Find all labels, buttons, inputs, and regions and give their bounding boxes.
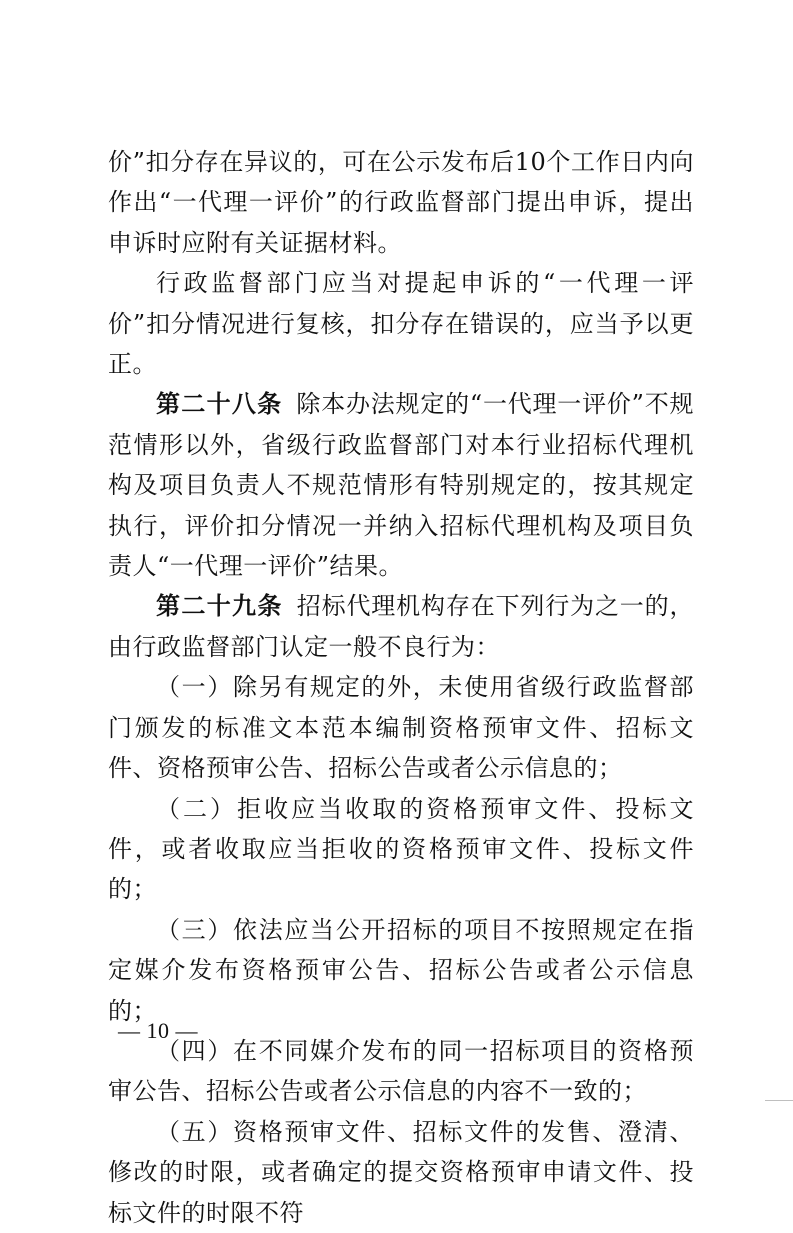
- article-text: 除本办法规定的“一代理一评价”不规范情形以外，省级行政监督部门对本行业招标代理机构及项目负责人不规范情形有特别规定的，按其规定执行，评价扣分情况一并纳入招标代理机构及项目负责人“一代理一评价”结果。: [108, 390, 694, 581]
- paragraph-appeal-continued: [108, 142, 694, 263]
- list-item-text: （一）除另有规定的外，未使用省级行政监督部门颁发的标准文本范本编制资格预审文件、招标文件、资格预审公告、招标公告或者公示信息的；: [108, 673, 694, 783]
- list-item-2: [108, 789, 694, 910]
- article-text: 招标代理机构存在下列行为之一的，由行政监督部门认定一般不良行为：: [108, 592, 694, 661]
- list-item-3: [108, 910, 694, 1031]
- page-number: — 10 —: [118, 1018, 198, 1043]
- article-heading: 第二十八条: [156, 390, 283, 419]
- list-item-text: （二）拒收应当收取的资格预审文件、投标文件，或者收取应当拒收的资格预审文件、投标文件的；: [108, 794, 694, 904]
- paragraph-review-correction: [108, 263, 694, 384]
- list-item-1: [108, 667, 694, 788]
- article-28: [108, 384, 694, 586]
- document-body: [108, 142, 694, 1233]
- list-item-text: （四）在不同媒介发布的同一招标项目的资格预审公告、招标公告或者公示信息的内容不一致的；: [108, 1036, 694, 1106]
- paragraph-text: 价”扣分存在异议的，可在公示发布后10个工作日内向作出“一代理一评价”的行政监督部门提出申诉，提出申诉时应附有关证据材料。: [108, 148, 694, 257]
- article-heading: 第二十九条: [156, 592, 283, 621]
- list-item-text: （五）资格预审文件、招标文件的发售、澄清、修改的时限，或者确定的提交资格预审申请文件、投标文件的时限不符: [108, 1117, 694, 1227]
- list-item-text: （三）依法应当公开招标的项目不按照规定在指定媒介发布资格预审公告、招标公告或者公示信息的；: [108, 915, 694, 1025]
- scan-edge-mark: [765, 1100, 793, 1101]
- paragraph-text: 行政监督部门应当对提起申诉的“一代理一评价”扣分情况进行复核，扣分存在错误的，应当予以更正。: [108, 269, 694, 379]
- article-29: [108, 586, 694, 667]
- list-item-5: [108, 1112, 694, 1233]
